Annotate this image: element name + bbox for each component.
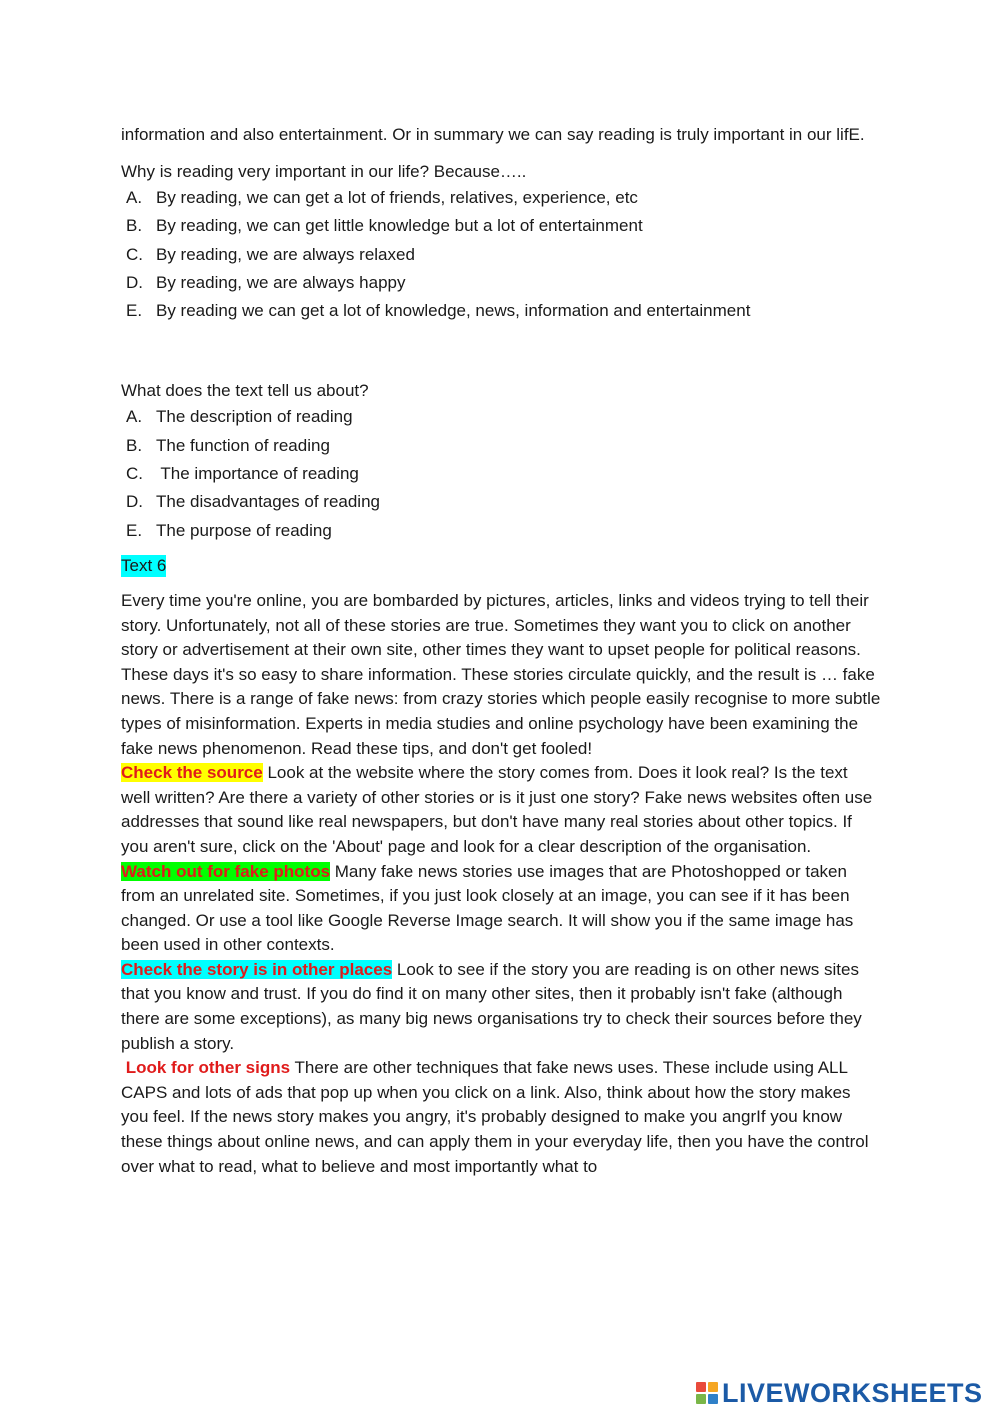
liveworksheets-logo <box>696 1378 983 1408</box>
option-letter: E. <box>126 301 143 321</box>
logo-square-icon <box>696 1394 706 1404</box>
option-item <box>121 269 881 297</box>
tip-body: Many fake news stories use images that are Photoshopped or taken from an unrelated site. Sometimes, if you just look closely at an image, you can see if it has been changed. Or use a tool like Google Reverse Image search. It will show you if the same image has been used in other contexts. <box>121 861 854 955</box>
tip-heading: Check the source <box>121 763 263 783</box>
question-2-prompt: What does the text tell us about? <box>121 381 369 401</box>
option-item <box>121 488 881 516</box>
option-text: The description of reading <box>156 407 353 427</box>
logo-square-icon <box>696 1382 706 1392</box>
tip-paragraph <box>121 958 881 1056</box>
brand-name: LIVEWORKSHEETS <box>722 1377 983 1408</box>
text-6-label: Text 6 <box>121 555 167 575</box>
tip-paragraph <box>121 860 881 958</box>
option-item <box>121 432 881 460</box>
text-6-passage <box>121 589 881 1179</box>
option-text: By reading, we are always happy <box>156 272 406 292</box>
spacer <box>121 325 881 378</box>
tip-heading: Look for other signs <box>121 1058 291 1078</box>
logo-square-icon <box>708 1382 718 1392</box>
tip-paragraph <box>121 761 881 859</box>
worksheet-page <box>121 122 881 1179</box>
passage-intro: Every time you're online, you are bombarded by pictures, articles, links and videos trying to tell their story. Unfortunately, not all of these stories are true. Sometimes they want you to click on another story or advertisement at their own site, other times they want to upset people for political reasons. These days it's so easy to share information. These stories circulate quickly, and the result is … fake news. There is a range of fake news: from crazy stories which people easily recognise to more subtle types of misinformation. Experts in media studies and online psychology have been examining the fake news phenomenon. Read these tips, and don't get fooled! <box>121 590 881 758</box>
option-letter: B. <box>126 216 143 236</box>
option-text: By reading, we can get little knowledge but a lot of entertainment <box>156 216 643 236</box>
option-letter: B. <box>126 435 143 455</box>
liveworksheets-mark-icon <box>696 1382 718 1404</box>
tip-body: Look at the website where the story comes from. Does it look real? Is the text well written? Are there a variety of other stories or is it just one story? Fake news websites often use addresses that sound like real newspapers, but don't have many real stories about other topics. If you aren't sure, click on the 'About' page and look for a clear description of the organisation. <box>121 763 873 856</box>
question-2-options <box>121 403 881 544</box>
tip-heading: Watch out for fake photos <box>121 861 331 881</box>
option-item <box>121 184 881 212</box>
option-letter: A. <box>126 188 143 207</box>
option-text: By reading, we are always relaxed <box>156 244 415 264</box>
option-item <box>121 241 881 269</box>
tip-body: Look to see if the story you are reading is on other news sites that you know and trust. If you do find it on many other sites, then it probably isn't fake (although there are some exceptions), as many big news organisations try to check their sources before they publish a story. <box>121 959 862 1053</box>
tip-body: There are other techniques that fake news uses. These include using ALL CAPS and lots of ads that pop up when you click on a link. Also, think about how the story makes you feel. If the news story makes you angry, it's probably designed to make you angrIf you know these things about online news, and can apply them in your everyday life, then you have the control over what to read, what to believe and most importantly what to <box>121 1058 869 1176</box>
option-text: The function of reading <box>156 435 330 455</box>
logo-square-icon <box>708 1394 718 1404</box>
intro-paragraph: information and also entertainment. Or in summary we can say reading is truly important in our lifE. <box>121 125 865 144</box>
option-letter: D. <box>126 492 143 512</box>
option-letter: D. <box>126 272 143 292</box>
option-letter: C. <box>126 464 143 484</box>
option-letter: E. <box>126 520 143 540</box>
tip-heading: Check the story is in other places <box>121 959 393 979</box>
question-1-options <box>121 184 881 325</box>
option-item <box>121 517 881 545</box>
option-text: By reading, we can get a lot of friends, relatives, experience, etc <box>156 188 638 207</box>
option-item <box>121 212 881 240</box>
option-text: By reading we can get a lot of knowledge, news, information and entertainment <box>156 301 751 321</box>
option-item <box>121 403 881 431</box>
option-letter: C. <box>126 244 143 264</box>
tip-paragraph <box>121 1056 881 1179</box>
option-text: The disadvantages of reading <box>156 492 380 512</box>
option-text: The importance of reading <box>156 464 359 484</box>
option-text: The purpose of reading <box>156 520 332 540</box>
option-item <box>121 297 881 325</box>
question-1-prompt: Why is reading very important in our life? Because….. <box>121 162 527 181</box>
option-letter: A. <box>126 407 143 427</box>
option-item <box>121 460 881 488</box>
